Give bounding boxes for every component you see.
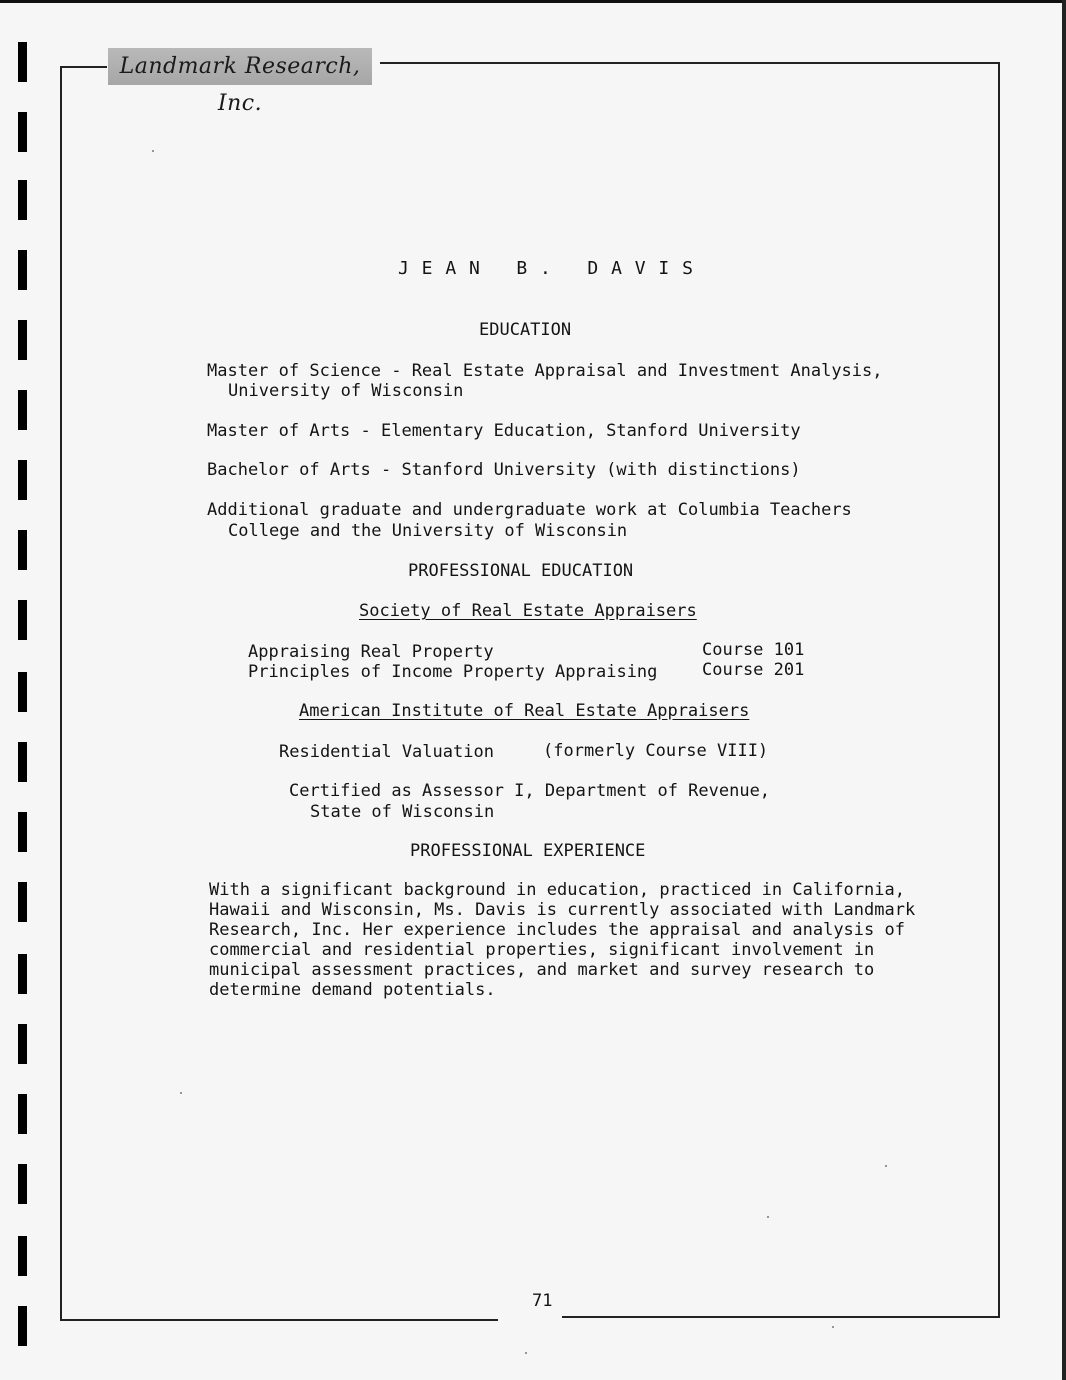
certification-line: State of Wisconsin [310, 802, 495, 822]
scan-speck [832, 1326, 834, 1328]
society-title: Society of Real Estate Appraisers [359, 601, 697, 621]
frame-border-right [998, 62, 1000, 1318]
scan-speck [180, 1092, 182, 1094]
binder-hole-mark [18, 1094, 27, 1134]
professional-education-heading: PROFESSIONAL EDUCATION [408, 561, 634, 581]
binder-hole-mark [18, 882, 27, 922]
binder-hole-mark [18, 672, 27, 712]
scan-speck [885, 1165, 887, 1167]
binder-hole-mark [18, 180, 27, 220]
frame-border-bottom [562, 1316, 1000, 1318]
binder-hole-mark [18, 112, 27, 152]
page-edge-right [1062, 0, 1066, 1380]
frame-border-bottom [60, 1319, 498, 1321]
frame-border-top [380, 62, 1000, 64]
page-number: 71 [532, 1291, 553, 1311]
binder-hole-mark [18, 812, 27, 852]
person-name: J E A N B . D A V I S [398, 258, 694, 279]
binder-hole-mark [18, 954, 27, 994]
binder-hole-mark [18, 1236, 27, 1276]
binder-hole-mark [18, 1164, 27, 1204]
professional-experience-paragraph: With a significant background in education, practiced in California, Hawaii and Wisconsin, Ms. Davis is currently associated with Landmark Research, Inc. Her experience includes the appraisal and analysis of commercial and residential properties, significant involvement in municipal assessment practices, and market and survey research to determine demand potentials. [209, 880, 916, 1000]
course-name: Appraising Real Property [248, 642, 494, 662]
company-logo: Landmark Research, Inc. [108, 48, 372, 85]
education-item-line: Master of Arts - Elementary Education, Stanford University [207, 421, 801, 441]
frame-border-left [60, 66, 62, 1320]
education-item-line: Master of Science - Real Estate Appraisal and Investment Analysis, [207, 361, 883, 381]
binder-hole-mark [18, 250, 27, 290]
binder-hole-mark [18, 320, 27, 360]
scan-speck [767, 1216, 769, 1218]
scan-speck [525, 1352, 527, 1354]
education-item-line: College and the University of Wisconsin [228, 521, 628, 541]
certification-line: Certified as Assessor I, Department of Revenue, [289, 781, 771, 801]
scan-speck [152, 150, 154, 152]
course-code: Course 101 [702, 640, 805, 660]
institute-title: American Institute of Real Estate Appraisers [299, 701, 750, 721]
binder-hole-mark [18, 530, 27, 570]
education-item-line: Additional graduate and undergraduate work at Columbia Teachers [207, 500, 852, 520]
education-item-line: Bachelor of Arts - Stanford University (with distinctions) [207, 460, 801, 480]
binder-hole-mark [18, 390, 27, 430]
course-note: (formerly Course VIII) [543, 741, 769, 761]
frame-border-top [60, 66, 107, 68]
binder-hole-mark [18, 460, 27, 500]
binder-hole-mark [18, 600, 27, 640]
binder-hole-mark [18, 1306, 27, 1346]
course-name: Residential Valuation [279, 742, 494, 762]
binder-hole-mark [18, 742, 27, 782]
page-edge-top [0, 0, 1066, 3]
course-code: Course 201 [702, 660, 805, 680]
professional-experience-heading: PROFESSIONAL EXPERIENCE [410, 841, 646, 861]
binder-hole-mark [18, 1024, 27, 1064]
education-item-line: University of Wisconsin [228, 381, 464, 401]
binder-hole-mark [18, 42, 27, 82]
course-name: Principles of Income Property Appraising [248, 662, 658, 682]
education-heading: EDUCATION [479, 320, 572, 340]
